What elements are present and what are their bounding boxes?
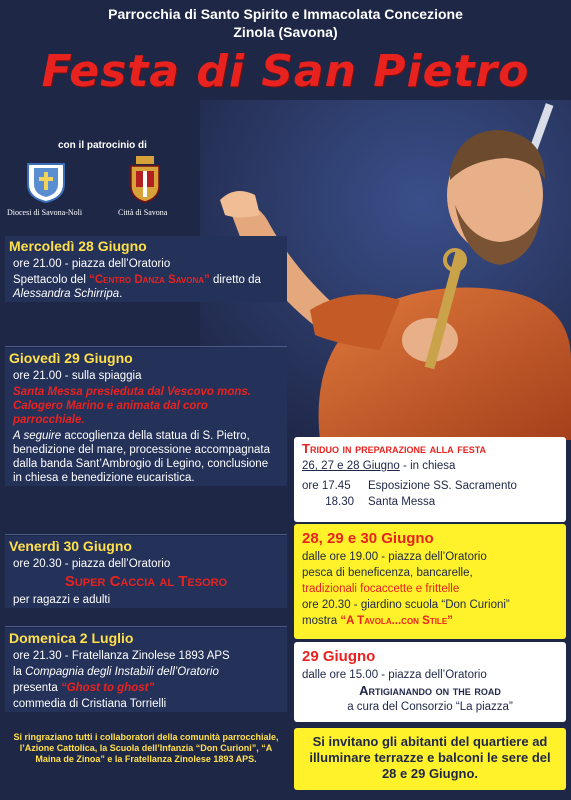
play-title: “Ghost to ghost”	[60, 682, 155, 694]
triduo-row-2-time: 18.30	[325, 496, 354, 508]
event-sunday-author: commedia di Cristiana Torrielli	[13, 698, 167, 710]
fair-line-1: dalle ore 19.00 - piazza dell’Oratorio	[302, 551, 487, 563]
triduo-row-2-text: Santa Messa	[368, 496, 436, 508]
after-italic: A seguire	[13, 430, 62, 442]
triduo-dates-days: 26, 27 e 28 Giugno	[302, 460, 400, 472]
triduo-dates-suffix: - in chiesa	[399, 460, 456, 472]
triduo-heading: Triduo in preparazione alla festa	[302, 441, 487, 456]
diocese-crest-icon	[24, 158, 68, 204]
triduo-box	[294, 437, 566, 522]
event-wednesday-heading: Mercoledì 28 Giugno	[9, 238, 147, 254]
event-friday-time: ore 20.30 - piazza dell’Oratorio	[13, 558, 171, 570]
fair-box	[294, 524, 566, 639]
divider	[5, 346, 287, 347]
company-name: Compagnia degli Instabili dell’Oratorio	[25, 666, 219, 678]
patronage-label: con il patrocinio di	[58, 140, 147, 151]
crafts-heading: 29 Giugno	[302, 648, 376, 665]
divider	[5, 534, 287, 535]
fair-line-3: tradizionali focaccette e frittelle	[302, 583, 460, 595]
divider	[5, 626, 287, 627]
event-thursday-heading: Giovedì 29 Giugno	[9, 350, 133, 366]
triduo-dates	[294, 458, 566, 474]
invite-text: Si invitano gli abitanti del quartiere ad illuminare terrazze e balconi le sere del 28 e 29 Giugno.	[309, 734, 551, 781]
triduo-row-1-time: ore 17.45	[302, 480, 351, 492]
presents-label: presenta	[13, 682, 61, 694]
crafts-box	[294, 642, 566, 722]
invite-box	[294, 728, 566, 790]
crafts-line-1: dalle ore 15.00 - piazza dell’Oratorio	[302, 669, 487, 681]
event-friday-audience: per ragazzi e adulti	[13, 594, 111, 606]
event-friday-heading: Venerdì 30 Giugno	[9, 538, 132, 554]
fair-line-2: pesca di beneficenza, bancarelle,	[302, 567, 473, 579]
crafts-event: Artigianando on the road	[359, 683, 501, 698]
diocese-label: Diocesi di Savona-Noli	[7, 208, 83, 217]
fair-line-4: ore 20.30 - giardino scuola “Don Curioni”	[302, 599, 510, 611]
treasure-hunt-title: Super Caccia al Tesoro	[64, 573, 228, 590]
event-thursday-description	[5, 428, 287, 486]
event-sunday-heading: Domenica 2 Luglio	[9, 630, 134, 646]
after-text: accoglienza della statua di S. Pietro, benedizione del mare, processione accompagnata dalla banda Sant’Ambrogio di Legino, conclusione in chiesa e benedizione eucaristica.	[13, 430, 270, 484]
event-thursday-mass: Santa Messa presieduta dal Vescovo mons. Calogero Marino e animata dal coro parrocchiale.	[13, 386, 251, 426]
event-wednesday-time: ore 21.00 - piazza dell’Oratorio	[13, 258, 171, 270]
fair-heading: 28, 29 e 30 Giugno	[302, 530, 434, 547]
show-mid: diretto da	[209, 274, 261, 286]
show-end: .	[119, 288, 123, 300]
parish-location: Zinola (Savona)	[233, 24, 338, 40]
event-sunday-play	[5, 680, 287, 696]
dance-company-name: “Centro Danza Savona”	[89, 274, 210, 286]
event-sunday-company	[5, 664, 287, 680]
director-name: Alessandra Schirripa	[13, 288, 120, 300]
event-thursday-time: ore 21.00 - sulla spiaggia	[13, 370, 142, 382]
event-sunday-time: ore 21.30 - Fratellanza Zinolese 1893 APS	[13, 650, 230, 662]
triduo-row-1	[294, 478, 566, 494]
acknowledgements: Si ringraziano tutti i collaboratori della comunità parrocchiale, l’Azione Cattolica, la Scuola dell’Infanzia “Don Curioni”, “A Maina de Zinoa” e la Fratellanza Zinolese 1893 APS.	[13, 732, 279, 764]
company-prefix: la	[13, 666, 26, 678]
triduo-row-2	[294, 494, 566, 510]
exhibition-title: “A Tavola...con Stile”	[340, 615, 453, 627]
crafts-line-3: a cura del Consorzio “La piazza”	[347, 701, 513, 713]
parish-name: Parrocchia di Santo Spirito e Immacolata Concezione	[108, 6, 463, 22]
city-label: Città di Savona	[118, 208, 168, 217]
poster-title: Festa di San Pietro	[41, 46, 530, 97]
event-wednesday-description	[5, 272, 287, 302]
triduo-row-1-text: Esposizione SS. Sacramento	[368, 480, 517, 492]
event-sunday	[5, 628, 287, 712]
city-crest-icon	[128, 154, 162, 204]
event-friday	[5, 536, 287, 608]
event-thursday	[5, 348, 287, 486]
event-wednesday	[5, 236, 287, 302]
fair-line-5	[294, 613, 566, 629]
exhibition-prefix: mostra	[302, 615, 341, 627]
show-prefix: Spettacolo del	[13, 274, 90, 286]
